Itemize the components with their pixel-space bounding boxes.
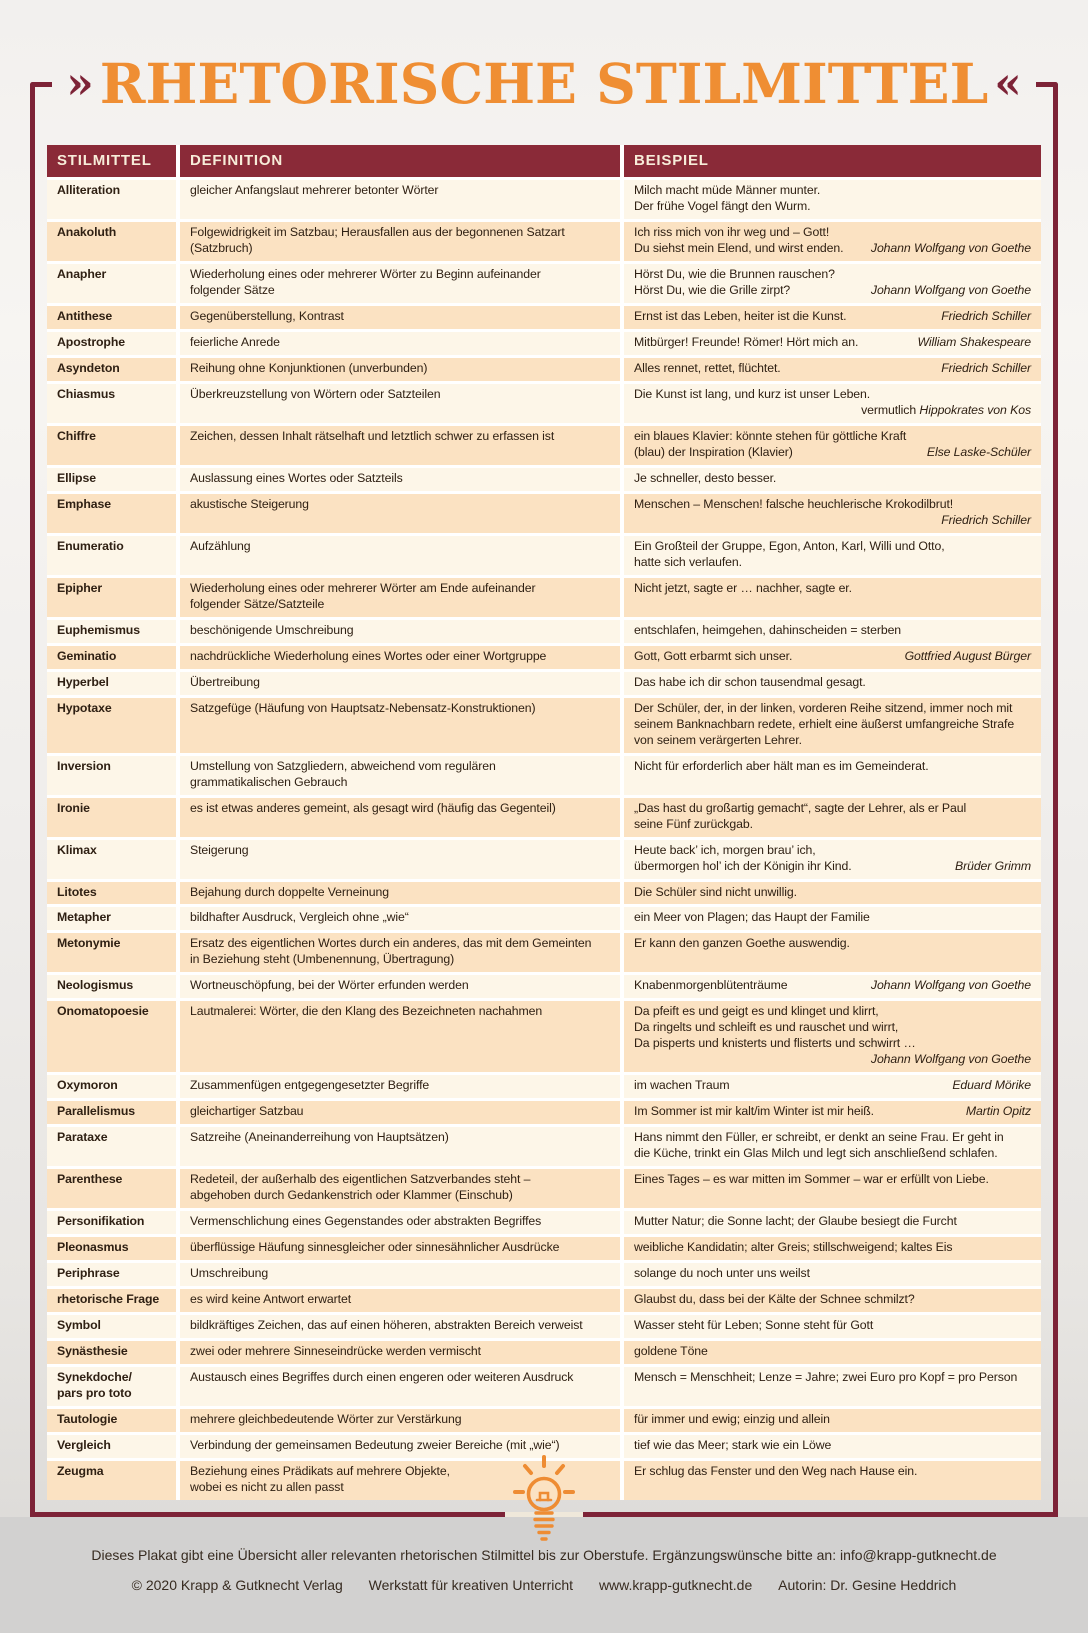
beispiel-cell: Wasser steht für Leben; Sonne steht für Gott xyxy=(624,1315,1041,1338)
stilmittel-cell: Ellipse xyxy=(47,468,176,491)
attribution xyxy=(871,241,1031,257)
attribution-name: Eduard Mörike xyxy=(952,1078,1031,1093)
copyright-text: © 2020 Krapp & Gutknecht Verlag xyxy=(131,1577,343,1594)
stilmittel-cell: Euphemismus xyxy=(47,620,176,643)
beispiel-cell: Er kann den ganzen Goethe auswendig. xyxy=(624,933,1041,972)
beispiel-cell: Heute back’ ich, morgen brau’ ich, übermorgen hol’ ich der Königin ihr Kind. Brüder Grimm xyxy=(624,840,1041,879)
definition-cell: Übertreibung xyxy=(180,672,620,695)
definition-cell: Satzreihe (Aneinanderreihung von Hauptsätzen) xyxy=(180,1127,620,1166)
title-line-right xyxy=(1036,82,1058,87)
definition-cell: akustische Steigerung xyxy=(180,494,620,533)
definition-cell: Folgewidrigkeit im Satzbau; Herausfallen aus der begonnenen Satzart (Satzbruch) xyxy=(180,222,620,261)
beispiel-cell: Hörst Du, wie die Brunnen rauschen? Hörst Du, wie die Grille zirpt? Johann Wolfgang von Goethe xyxy=(624,264,1041,303)
lightbulb-icon xyxy=(511,1452,577,1552)
attribution xyxy=(941,361,1031,377)
beispiel-cell: Eines Tages – es war mitten im Sommer – war er erfüllt von Liebe. xyxy=(624,1169,1041,1208)
definition-cell: Überkreuzstellung von Wörtern oder Satzteilen xyxy=(180,384,620,423)
author-credit: Autorin: Dr. Gesine Heddrich xyxy=(778,1577,957,1594)
attribution xyxy=(871,283,1031,299)
stilmittel-cell: Vergleich xyxy=(47,1435,176,1458)
column-header-beispiel: BEISPIEL xyxy=(624,145,1041,177)
beispiel-cell: Er schlug das Fenster und den Weg nach Hause ein. xyxy=(624,1461,1041,1500)
beispiel-cell: Der Schüler, der, in der linken, vorderen Reihe sitzend, immer noch mit seinem Banknachbarn redete, erhielt eine äußerst umfangreiche Strafe von seinem verärgerten Lehrer. xyxy=(624,698,1041,753)
beispiel-cell: Nicht für erforderlich aber hält man es im Gemeinderat. xyxy=(624,756,1041,795)
definition-cell: Lautmalerei: Wörter, die den Klang des Bezeichneten nachahmen xyxy=(180,1001,620,1072)
stilmittel-cell: Chiasmus xyxy=(47,384,176,423)
beispiel-cell: Menschen – Menschen! falsche heuchlerische Krokodilbrut! Friedrich Schiller xyxy=(624,494,1041,533)
footer-credits xyxy=(40,1577,1048,1593)
definition-cell: Bejahung durch doppelte Verneinung xyxy=(180,882,620,905)
attribution-name: Brüder Grimm xyxy=(954,858,1031,873)
definition-cell: zwei oder mehrere Sinneseindrücke werden vermischt xyxy=(180,1341,620,1364)
definition-cell: Wiederholung eines oder mehrerer Wörter am Ende aufeinander folgender Sätze/Satzteile xyxy=(180,578,620,617)
stilmittel-cell: Pleonasmus xyxy=(47,1237,176,1260)
stilmittel-cell: Chiffre xyxy=(47,426,176,465)
beispiel-cell: ein blaues Klavier: könnte stehen für göttliche Kraft (blau) der Inspiration (Klavier) Else Laske-Schüler xyxy=(624,426,1041,465)
beispiel-cell: Mutter Natur; die Sonne lacht; der Glaube besiegt die Furcht xyxy=(624,1211,1041,1234)
stilmittel-cell: Asyndeton xyxy=(47,358,176,381)
stilmittel-cell: Enumeratio xyxy=(47,536,176,575)
beispiel-cell: Je schneller, desto besser. xyxy=(624,468,1041,491)
attribution xyxy=(927,445,1031,461)
stilmittel-cell: Periphrase xyxy=(47,1263,176,1286)
beispiel-cell: Milch macht müde Männer munter. Der frühe Vogel fängt den Wurm. xyxy=(624,180,1041,219)
definition-cell: gleichartiger Satzbau xyxy=(180,1101,620,1124)
stilmittel-cell: Synekdoche/ pars pro toto xyxy=(47,1367,176,1406)
stilmittel-cell: Anapher xyxy=(47,264,176,303)
definition-cell: bildkräftiges Zeichen, das auf einen höheren, abstrakten Bereich verweist xyxy=(180,1315,620,1338)
beispiel-cell: Ein Großteil der Gruppe, Egon, Anton, Karl, Willi und Otto, hatte sich verlaufen. xyxy=(624,536,1041,575)
definition-cell: Gegenüberstellung, Kontrast xyxy=(180,306,620,329)
attribution-name: Johann Wolfgang von Goethe xyxy=(870,282,1031,297)
stilmittel-cell: Synästhesie xyxy=(47,1341,176,1364)
definition-cell: mehrere gleichbedeutende Wörter zur Verstärkung xyxy=(180,1409,620,1432)
beispiel-cell: „Das hast du großartig gemacht“, sagte der Lehrer, als er Paul seine Fünf zurückgab. xyxy=(624,798,1041,837)
attribution-name: Martin Opitz xyxy=(965,1104,1031,1119)
attribution xyxy=(634,1052,1031,1068)
stilmittel-cell: Inversion xyxy=(47,756,176,795)
attribution-name: Friedrich Schiller xyxy=(941,308,1031,323)
column-header-stilmittel: STILMITTEL xyxy=(47,145,176,177)
attribution-name: Johann Wolfgang von Goethe xyxy=(870,240,1031,255)
definition-cell: beschönigende Umschreibung xyxy=(180,620,620,643)
stilmittel-cell: Tautologie xyxy=(47,1409,176,1432)
title-line-left xyxy=(30,82,52,87)
beispiel-cell: ein Meer von Plagen; das Haupt der Familie xyxy=(624,907,1041,930)
definition-cell: bildhafter Ausdruck, Vergleich ohne „wie“ xyxy=(180,907,620,930)
beispiel-cell: Die Schüler sind nicht unwillig. xyxy=(624,882,1041,905)
column-header-definition: DEFINITION xyxy=(180,145,620,177)
definition-cell: Austausch eines Begriffes durch einen engeren oder weiteren Ausdruck xyxy=(180,1367,620,1406)
stilmittel-cell: Apostrophe xyxy=(47,332,176,355)
stilmittel-cell: Alliteration xyxy=(47,180,176,219)
definition-cell: überflüssige Häufung sinnesgleicher oder sinnesähnlicher Ausdrücke xyxy=(180,1237,620,1260)
stilmittel-cell: Neologismus xyxy=(47,975,176,998)
publisher-tagline: Werkstatt für kreativen Unterricht xyxy=(368,1577,574,1594)
stilmittel-cell: rhetorische Frage xyxy=(47,1289,176,1312)
stilmittel-cell: Metapher xyxy=(47,907,176,930)
attribution-name: William Shakespeare xyxy=(917,334,1031,349)
definition-cell: Steigerung xyxy=(180,840,620,879)
beispiel-cell: Mensch = Menschheit; Lenze = Jahre; zwei Euro pro Kopf = pro Person xyxy=(624,1367,1041,1406)
stilmittel-cell: Zeugma xyxy=(47,1461,176,1500)
attribution xyxy=(941,309,1031,325)
attribution xyxy=(905,649,1031,665)
definition-cell: Ersatz des eigentlichen Wortes durch ein anderes, das mit dem Gemeinten in Beziehung steht (Umbenennung, Übertragung) xyxy=(180,933,620,972)
attribution xyxy=(634,403,1031,419)
beispiel-cell: Knabenmorgenblütenträume Johann Wolfgang von Goethe xyxy=(624,975,1041,998)
definition-cell: Wiederholung eines oder mehrerer Wörter zu Beginn aufeinander folgender Sätze xyxy=(180,264,620,303)
definition-cell: Umschreibung xyxy=(180,1263,620,1286)
attribution-name: Johann Wolfgang von Goethe xyxy=(870,1052,1031,1067)
beispiel-cell: im wachen Traum Eduard Mörike xyxy=(624,1075,1041,1098)
beispiel-cell: Da pfeift es und geigt es und klinget und klirrt, Da ringelts und schleift es und rauschet und wirrt, Da pisperts und knisterts und flisterts und schwirrt … Johann Wolfgang von Goethe xyxy=(624,1001,1041,1072)
stilmittel-cell: Emphase xyxy=(47,494,176,533)
stilmittel-cell: Epipher xyxy=(47,578,176,617)
footer-note: Dieses Plakat gibt eine Übersicht aller relevanten rhetorischen Stilmittel bis zur Oberstufe. Ergänzungswünsche bitte an: info@krapp-gutknecht.de xyxy=(91,1547,997,1564)
beispiel-cell: Mitbürger! Freunde! Römer! Hört mich an. William Shakespeare xyxy=(624,332,1041,355)
stilmittel-cell: Personifikation xyxy=(47,1211,176,1234)
beispiel-cell: Alles rennet, rettet, flüchtet. Friedrich Schiller xyxy=(624,358,1041,381)
stilmittel-cell: Klimax xyxy=(47,840,176,879)
definition-cell: Redeteil, der außerhalb des eigentlichen Satzverbandes steht – abgehoben durch Gedankenstrich oder Klammer (Einschub) xyxy=(180,1169,620,1208)
attribution-name: Hippokrates von Kos xyxy=(919,402,1031,417)
stilmittel-cell: Anakoluth xyxy=(47,222,176,261)
attribution-prefix: vermutlich xyxy=(861,402,920,417)
beispiel-cell: entschlafen, heimgehen, dahinscheiden = sterben xyxy=(624,620,1041,643)
stilmittel-cell: Geminatio xyxy=(47,646,176,669)
definition-cell: Wortneuschöpfung, bei der Wörter erfunden werden xyxy=(180,975,620,998)
beispiel-cell: Das habe ich dir schon tausendmal gesagt. xyxy=(624,672,1041,695)
definition-cell: Auslassung eines Wortes oder Satzteils xyxy=(180,468,620,491)
beispiel-cell: Glaubst du, dass bei der Kälte der Schnee schmilzt? xyxy=(624,1289,1041,1312)
attribution-name: Friedrich Schiller xyxy=(941,360,1031,375)
beispiel-cell: Gott, Gott erbarmt sich unser. Gottfried August Bürger xyxy=(624,646,1041,669)
definition-cell: Zusammenfügen entgegengesetzter Begriffe xyxy=(180,1075,620,1098)
attribution xyxy=(952,1078,1031,1094)
title-banner: » RHETORISCHE STILMITTEL « xyxy=(30,81,1058,87)
stilmittel-cell: Parallelismus xyxy=(47,1101,176,1124)
stilmittel-cell: Metonymie xyxy=(47,933,176,972)
attribution xyxy=(955,859,1031,875)
definition-cell: feierliche Anrede xyxy=(180,332,620,355)
beispiel-cell: goldene Töne xyxy=(624,1341,1041,1364)
table-frame xyxy=(30,84,1058,1517)
beispiel-cell: Im Sommer ist mir kalt/im Winter ist mir heiß. Martin Opitz xyxy=(624,1101,1041,1124)
definition-cell: Verbindung der gemeinsamen Bedeutung zweier Bereiche (mit „wie“) xyxy=(180,1435,620,1458)
stilmittel-cell: Ironie xyxy=(47,798,176,837)
beispiel-cell: solange du noch unter uns weilst xyxy=(624,1263,1041,1286)
attribution-name: Else Laske-Schüler xyxy=(926,444,1031,459)
stilmittel-cell: Antithese xyxy=(47,306,176,329)
stilmittel-cell: Hypotaxe xyxy=(47,698,176,753)
stilmittel-cell: Litotes xyxy=(47,882,176,905)
attribution xyxy=(634,513,1031,529)
attribution xyxy=(871,978,1031,994)
definition-cell: Reihung ohne Konjunktionen (unverbunden) xyxy=(180,358,620,381)
stilmittel-cell: Hyperbel xyxy=(47,672,176,695)
definition-cell: Satzgefüge (Häufung von Hauptsatz-Nebensatz-Konstruktionen) xyxy=(180,698,620,753)
definition-cell: es ist etwas anderes gemeint, als gesagt wird (häufig das Gegenteil) xyxy=(180,798,620,837)
beispiel-cell: tief wie das Meer; stark wie ein Löwe xyxy=(624,1435,1041,1458)
beispiel-cell: Ernst ist das Leben, heiter ist die Kunst. Friedrich Schiller xyxy=(624,306,1041,329)
stilmittel-cell: Parenthese xyxy=(47,1169,176,1208)
stilmittel-cell: Oxymoron xyxy=(47,1075,176,1098)
definition-cell: Zeichen, dessen Inhalt rätselhaft und letztlich schwer zu erfassen ist xyxy=(180,426,620,465)
attribution-name: Friedrich Schiller xyxy=(941,512,1031,527)
beispiel-cell: Ich riss mich von ihr weg und – Gott! Du siehst mein Elend, und wirst enden. Johann Wolfgang von Goethe xyxy=(624,222,1041,261)
beispiel-cell: Nicht jetzt, sagte er … nachher, sagte er. xyxy=(624,578,1041,617)
stilmittel-table xyxy=(47,145,1041,1500)
attribution xyxy=(918,335,1032,351)
stilmittel-cell: Onomatopoesie xyxy=(47,1001,176,1072)
definition-cell: nachdrückliche Wiederholung eines Wortes oder einer Wortgruppe xyxy=(180,646,620,669)
definition-cell: Vermenschlichung eines Gegenstandes oder abstrakten Begriffes xyxy=(180,1211,620,1234)
beispiel-cell: weibliche Kandidatin; alter Greis; stillschweigend; kaltes Eis xyxy=(624,1237,1041,1260)
attribution xyxy=(966,1104,1031,1120)
stilmittel-cell: Parataxe xyxy=(47,1127,176,1166)
publisher-website: www.krapp-gutknecht.de xyxy=(598,1577,753,1594)
attribution-name: Gottfried August Bürger xyxy=(904,648,1031,663)
attribution-name: Johann Wolfgang von Goethe xyxy=(870,978,1031,993)
definition-cell: Beziehung eines Prädikats auf mehrere Objekte, wobei es nicht zu allen passt xyxy=(180,1461,620,1500)
definition-cell: Umstellung von Satzgliedern, abweichend vom regulären grammatikalischen Gebrauch xyxy=(180,756,620,795)
definition-cell: es wird keine Antwort erwartet xyxy=(180,1289,620,1312)
beispiel-cell: für immer und ewig; einzig und allein xyxy=(624,1409,1041,1432)
definition-cell: Aufzählung xyxy=(180,536,620,575)
beispiel-cell: Hans nimmt den Füller, er schreibt, er denkt an seine Frau. Er geht in die Küche, trinkt ein Glas Milch und legt sich anschließend schlafen. xyxy=(624,1127,1041,1166)
beispiel-cell: Die Kunst ist lang, und kurz ist unser Leben. vermutlich Hippokrates von Kos xyxy=(624,384,1041,423)
stilmittel-cell: Symbol xyxy=(47,1315,176,1338)
definition-cell: gleicher Anfangslaut mehrerer betonter Wörter xyxy=(180,180,620,219)
